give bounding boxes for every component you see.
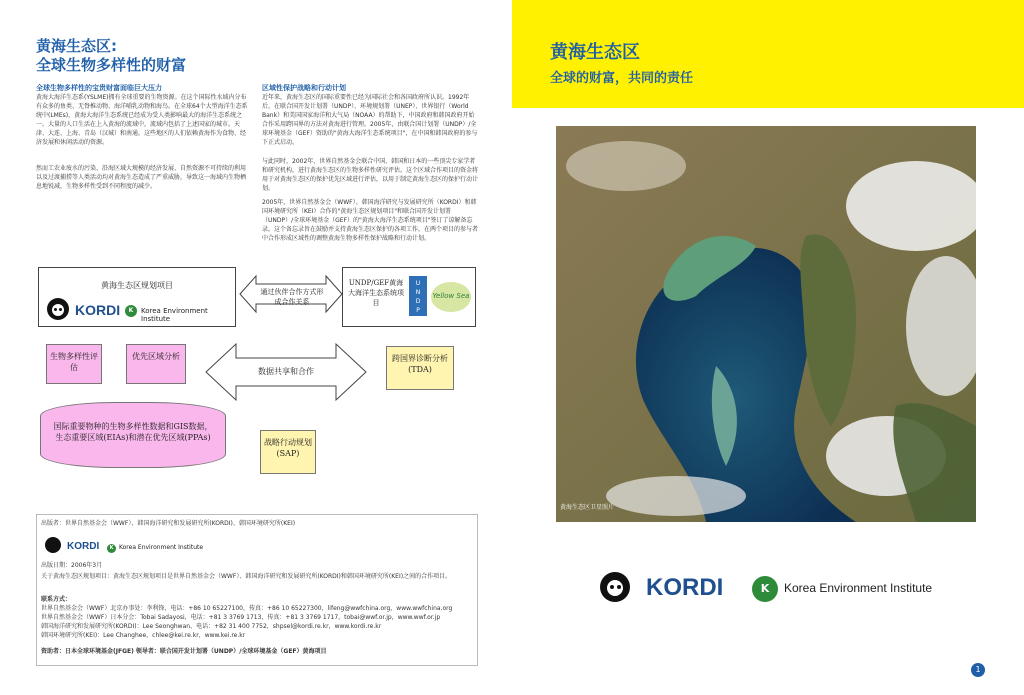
contact-3: 韩国海洋研究和发展研究所(KORDI)：Lee Seonghwan，电话：+82 31 400 7752，shpsel@kordi.re.kr，www.kordi.re.kr xyxy=(41,623,382,630)
col1-paragraph2: 然而工农业废水的污染、沿海区域大规模的经济发展、自然资源不可持续的利用以及过渡捕捞等人类活动均对黄海生态造成了严重威胁，导致这一海域内生物栖息地锐减，生物多样性受到不同程度的减少。 xyxy=(36,165,247,190)
col2-paragraph2: 与此同时，2002年，世界自然基金会联合中国、韩国和日本的一些顶尖专家学者和研究机构，进行黄海生态区的生物多样性研究评估。这个区域合作项目的资金将用于对黄海生态区的保护优先区域进行评估，以用于制定黄海生态区的保护行动计划。 xyxy=(262,158,479,192)
kei-logo-icon: K xyxy=(125,305,137,317)
sap-box: 战略行动规划(SAP) xyxy=(260,430,316,474)
contact-4: 韩国环境研究所(KEI)：Lee Changhee，chlee@kei.re.kr，www.kei.re.kr xyxy=(41,632,246,639)
ecoregion-project-label: 黄海生态区规划项目 xyxy=(101,281,173,290)
undp-logo: U N D P xyxy=(409,276,427,316)
footer-kei-label: Korea Environment Institute xyxy=(119,544,204,551)
col2-paragraph3: 2005年，世界自然基金会（WWF）、韩国海洋研究与发展研究所（KORDI）和韩国环境研究所（KEI）合作的"黄海生态区规划项目"和联合国开发计划署（UNDP）/全球环境基金（GEF）的"黄海大海洋生态系统项目"签订了谅解备忘录。这个备忘录旨在鼓励并支持黄海生态区保护的各项工作，在两个项目的参与者中合作形成区域性的调整黄海生物多样性保护战略和行动计划。 xyxy=(262,199,479,242)
right-page-subtitle: 全球的财富，共同的责任 xyxy=(550,71,694,86)
footer-kordi-logo: KORDI xyxy=(67,541,100,552)
col2-heading: 区域性保护战略和行动计划 xyxy=(262,84,346,92)
kordi-logo: KORDI xyxy=(75,302,121,318)
left-title-line1: 黄海生态区: xyxy=(36,37,117,55)
partnership-diagram xyxy=(36,262,478,512)
about-project: 关于黄海生态区规划项目：黄海生态区规划项目是世界自然基金会（WWF）、韩国海洋研究和发展研究所(KORDI)和韩国环境研究所(KEI)之间的合作项目。 xyxy=(41,573,452,580)
satellite-image xyxy=(556,126,976,522)
right-page-title: 黄海生态区 xyxy=(550,42,640,63)
kei-label: Korea Environment Institute xyxy=(141,307,208,323)
right-kei-label: Korea Environment Institute xyxy=(784,581,933,595)
contact-1: 世界自然基金会（WWF）北京办事处：李利锋，电话：+86 10 65227100，传真：+86 10 65227300，lifeng@wwfchina.org，www.wwfchina.org xyxy=(41,605,453,612)
left-title-line2: 全球生物多样性的财富 xyxy=(36,56,187,74)
footer-box xyxy=(36,514,478,666)
page-number: 1 xyxy=(971,663,985,677)
col1-paragraph1: 黄海大海洋生态系(YSLME)拥有全球重要的生物资源。在这个国际性水域内分布有众多的鱼类、无脊椎动物、海洋哺乳动物和海鸟。在全球64个大型海洋生态系统中(LMEs)，黄海大海洋生态系统已经成为受人类影响最大的海洋生态系统之一。大量的人口生活在上入黄海的流域中，流域内包括了上述国家的城市。天津、大连、上海、青岛（汉城）和南通。这些地区的人们依赖黄海作为食物、经济发展和休闲活动的资源。 xyxy=(36,94,248,146)
col1-heading: 全球生物多样性的宝贵财富面临巨大压力 xyxy=(36,84,162,92)
yellow-sea-logo: Yellow Sea xyxy=(431,282,471,312)
publish-date: 出版日期：2006年3月 xyxy=(41,562,103,569)
ecoregion-project-box xyxy=(38,267,236,327)
footer-wwf-logo xyxy=(45,537,61,553)
wwf-panda-logo xyxy=(47,298,69,320)
image-caption: 黄海生态区卫星照片 xyxy=(560,504,615,511)
priority-analysis-box: 优先区域分析 xyxy=(126,344,186,384)
publisher-line: 出版者：世界自然基金会（WWF）、韩国海洋研究和发展研究所(KORDI)、韩国环境研究所(KEI) xyxy=(41,520,296,527)
satellite-image-drawing xyxy=(556,126,976,522)
left-page-title xyxy=(36,37,186,75)
tda-box: 跨国界诊断分析(TDA) xyxy=(386,346,454,390)
biodiversity-eval-box: 生物多样性评估 xyxy=(46,344,102,384)
funding-line: 资助者：日本全球环境基金(JFGE) 领导者：联合国开发计划署（UNDP）/全球环境基金（GEF）黄海项目 xyxy=(41,648,327,655)
wwf-logo xyxy=(600,572,634,606)
right-kei-logo-icon: K xyxy=(752,576,778,602)
right-kordi-logo: KORDI xyxy=(646,574,724,601)
undp-gef-box xyxy=(342,267,476,327)
contact-2: 世界自然基金会（WWF）日本分会：Tobai Sadayosi，电话：+81 3 3769 1713，传真：+81 3 3769 1717，tobai@wwf.or.jp，www.wwf.or.jp xyxy=(41,614,441,621)
database-cylinder: 国际重要物种的生物多样性数据和GIS数据，生态重要区域(EIAs)和潜在优先区域(PPAs) xyxy=(40,402,226,468)
footer-kei-icon: K xyxy=(107,544,116,553)
undp-gef-label: UNDP/GEF黄海大海洋生态系统项目 xyxy=(348,279,404,307)
partnership-arrow-label: 通过伙伴合作方式形成合作关系 xyxy=(260,288,324,306)
contacts-heading: 联系方式： xyxy=(41,596,72,603)
col2-paragraph1: 近年来，黄海生态区的国际重要性已经为国际社会和各国政府所认识。1992年后，在联合国开发计划署（UNDP）、环境规划署（UNEP）、世界银行（World Bank）和美国国家海洋和大气局（NOAA）的帮助下，中国政府和韩国政府开始合作采用跨国界的方法对黄海进行管理。2005年，由联合国计划署（UNDP）/全球环境基金（GEF）资助的"黄海大海洋生态系统项目"，在中国和韩国政府的参与下正式启动。 xyxy=(262,94,478,146)
data-sharing-label: 数据共享和合作 xyxy=(258,367,314,376)
